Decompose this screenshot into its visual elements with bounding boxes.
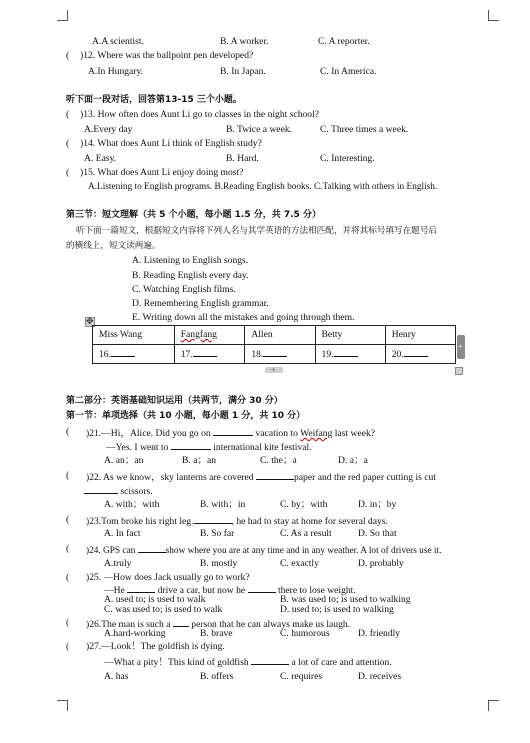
q27-option-a: A. has xyxy=(104,671,129,682)
q21-stem-part: last week? xyxy=(334,428,376,439)
q24-option-b: B. mostly xyxy=(200,558,238,569)
part2-heading: 第二部分：英语基础知识运用（共两节，满分 30 分） xyxy=(66,396,283,406)
answer-number: 20. xyxy=(391,349,404,360)
listen-heading: 听下面一段对话，回答第13-15 三个小题。 xyxy=(66,95,242,105)
q24-paren: ( xyxy=(66,543,70,554)
q22-option-c: C. by；with xyxy=(280,499,328,510)
q23-stem xyxy=(86,514,388,528)
q25-stem: )25. —How does Jack usually go to work? xyxy=(86,572,250,583)
answer-blank[interactable] xyxy=(193,347,217,357)
q27-blank[interactable] xyxy=(251,655,289,665)
q14-option-a: A. Easy. xyxy=(84,153,117,164)
q21-stem-part: vacation to xyxy=(255,428,298,439)
q12-paren: ( xyxy=(66,50,70,61)
q25-option-b: B. was used to; is used to walking xyxy=(280,594,411,605)
q12-stem: )12. Where was the ballpoint pen developed? xyxy=(80,50,254,61)
q24-option-a: A.truly xyxy=(104,558,132,569)
q22-blank-2[interactable] xyxy=(84,484,118,494)
q12-option-c: C. In America. xyxy=(320,66,377,77)
q14-stem: )14. What does Aunt Li think of English study? xyxy=(80,138,262,149)
q25-blank-2[interactable] xyxy=(248,583,276,593)
q13-paren: ( xyxy=(66,109,70,120)
answer-blank[interactable] xyxy=(111,347,135,357)
q26-option-a: A.hard-working xyxy=(104,628,166,639)
answer-cell-17[interactable] xyxy=(174,345,245,364)
q14-option-b: B. Hard. xyxy=(226,153,259,164)
q21-blank-2[interactable] xyxy=(171,440,211,450)
section3-instruction-line1: 听下面一篇短文，根据短文内容将下列人名与其学英语的方法相匹配，并将其标号填写在题号后 xyxy=(76,226,437,236)
q26-blank[interactable] xyxy=(173,617,189,627)
q27-option-b: B. offers xyxy=(200,671,234,682)
q21-stem xyxy=(86,426,375,440)
table-name-cell xyxy=(174,326,245,345)
add-column-icon: + xyxy=(458,342,463,351)
q23-stem-part: , he had to stay at home for several days. xyxy=(231,516,388,527)
corner-mark-top-right xyxy=(488,10,499,21)
q24-stem-part: )24. GPS can xyxy=(86,546,136,556)
q27-option-c: C. requires xyxy=(280,671,323,682)
q26-option-c: C. humorous xyxy=(280,628,330,639)
table-row xyxy=(93,345,456,364)
q26-option-b: B. brave xyxy=(200,628,233,639)
q11-option-c: C. A reporter. xyxy=(318,36,370,47)
q22-stem-part: paper and the red paper cutting is cut xyxy=(293,472,436,483)
q22-stem-part: )22. As we know，sky lanterns are covered xyxy=(86,472,254,483)
table-name-cell: Henry xyxy=(385,326,455,345)
q11-option-a: A.A scientist. xyxy=(92,36,144,47)
answer-blank[interactable] xyxy=(263,347,287,357)
q21-paren: ( xyxy=(66,426,70,437)
table-name-cell: Allen xyxy=(245,326,315,345)
q15-stem: )15. What does Aunt Li enjoy doing most? xyxy=(80,167,244,178)
answer-cell-20[interactable] xyxy=(385,345,455,364)
q25-paren: ( xyxy=(66,572,70,583)
q21-place-name: Weifang xyxy=(300,428,333,439)
q22-line2-part: scissors. xyxy=(120,486,153,497)
table-row xyxy=(93,326,456,345)
q21-option-d: D. a；a xyxy=(338,455,368,466)
q23-blank[interactable] xyxy=(194,514,232,524)
part2-sub-heading: 第一节：单项选择（共 10 小题，每小题 1 分，共 10 分） xyxy=(66,411,306,421)
q24-stem xyxy=(86,543,441,557)
q23-option-c: C. As a result xyxy=(280,528,332,539)
q27-line2-part: —What a pity！This kind of goldfish xyxy=(104,657,249,668)
q27-paren: ( xyxy=(66,641,70,652)
q23-option-b: B. So far xyxy=(200,528,235,539)
q21-line2-part: international kite festival. xyxy=(213,442,312,453)
q26-stem-part: person that he can always make us laugh. xyxy=(191,619,351,630)
q25-line2-part: —He xyxy=(104,585,125,596)
corner-mark-top-left xyxy=(57,10,68,21)
q13-stem: )13. How often does Aunt Li go to classes in the night school? xyxy=(80,109,320,120)
q27-stem: )27.—Look！The goldfish is dying. xyxy=(86,641,225,652)
q27-option-d: D. receives xyxy=(358,671,402,682)
q21-line2 xyxy=(106,440,312,454)
q22-option-a: A. with；with xyxy=(104,499,160,510)
q22-blank-1[interactable] xyxy=(256,470,294,480)
method-e: E. Writing down all the mistakes and going through them. xyxy=(132,312,355,323)
method-d: D. Remembering English grammar. xyxy=(132,298,269,309)
q15-options: A.Listening to English programs. B.Reading English books. C.Talking with others in English. xyxy=(88,182,438,192)
method-b: B. Reading English every day. xyxy=(132,270,249,281)
q21-blank-1[interactable] xyxy=(213,426,253,436)
corner-mark-bottom-right xyxy=(488,700,499,711)
answer-cell-19[interactable] xyxy=(315,345,385,364)
q26-stem-part: )26.The man is such a xyxy=(86,619,171,630)
q25-option-c: C. was used to; is used to walk xyxy=(104,604,223,615)
q13-option-b: B. Twice a week. xyxy=(226,124,293,135)
name-fangfang: Fangfang xyxy=(180,329,217,340)
answer-cell-18[interactable] xyxy=(245,345,315,364)
q21-option-b: B. a；an xyxy=(182,455,217,466)
matching-table xyxy=(92,325,456,364)
q25-line2-part: there to lose weight. xyxy=(277,585,356,596)
q12-option-b: B. In Japan. xyxy=(220,66,266,77)
q21-line2-part: —Yes. I went to xyxy=(106,442,169,453)
q24-blank[interactable] xyxy=(138,543,166,553)
q14-paren: ( xyxy=(66,138,70,149)
answer-cell-16[interactable] xyxy=(93,345,175,364)
q27-line2 xyxy=(104,655,392,669)
q21-option-c: C. the；a xyxy=(260,455,297,466)
q22-paren: ( xyxy=(66,470,70,481)
q24-option-c: C. exactly xyxy=(280,558,319,569)
q22-option-b: B. with；in xyxy=(200,499,246,510)
answer-number: 17. xyxy=(180,349,193,360)
q23-option-a: A. In fact xyxy=(104,528,141,539)
q14-option-c: C. Interesting. xyxy=(320,153,375,164)
q26-option-d: D. friendly xyxy=(358,628,401,639)
q21-option-a: A. an；an xyxy=(104,455,144,466)
q23-paren: ( xyxy=(66,514,70,525)
answer-number: 19. xyxy=(321,349,334,360)
add-row-icon: + xyxy=(271,365,276,374)
q21-stem-part: )21.—Hi，Alice. Did you go on xyxy=(86,428,211,439)
q22-stem xyxy=(86,470,436,484)
q24-option-d: D. probably xyxy=(358,558,404,569)
q25-option-d: D. used to; is used to walking xyxy=(280,604,394,615)
q15-paren: ( xyxy=(66,167,70,178)
q12-option-a: A.In Hungary. xyxy=(88,66,144,77)
q13-option-a: A.Every day xyxy=(84,124,133,135)
q25-line2-part: drive a car, but now he xyxy=(157,585,246,596)
answer-number: 16. xyxy=(99,349,111,360)
q26-paren: ( xyxy=(66,617,70,628)
corner-mark-bottom-left xyxy=(57,700,68,711)
q25-blank-1[interactable] xyxy=(127,583,155,593)
q23-option-d: D. So that xyxy=(358,528,397,539)
section3-heading: 第三节：短文理解（共 5 个小题，每小题 1.5 分，共 7.5 分） xyxy=(66,210,321,220)
move-cross-icon: ✥ xyxy=(86,316,94,326)
answer-number: 18. xyxy=(251,349,264,360)
answer-blank[interactable] xyxy=(404,347,428,357)
q13-option-c: C. Three times a week. xyxy=(320,124,409,135)
q25-option-a: A. used to; is used to walk xyxy=(104,594,206,605)
q23-stem-part: )23.Tom broke his right leg. xyxy=(86,516,194,527)
table-name-cell: Miss Wang xyxy=(93,326,175,345)
table-name-cell: Betty xyxy=(315,326,385,345)
table-resize-handle[interactable] xyxy=(455,367,463,375)
q27-line2-part: a lot of care and attention. xyxy=(291,657,392,668)
method-a: A. Listening to English songs. xyxy=(132,255,249,266)
q11-option-b: B. A worker. xyxy=(220,36,269,47)
section3-instruction-line2: 的横线上，短文读两遍。 xyxy=(66,241,161,251)
q22-line2 xyxy=(84,484,153,498)
q24-stem-part: show where you are at any time and in any weather. A lot of drivers use it. xyxy=(165,546,442,556)
answer-blank[interactable] xyxy=(334,347,358,357)
method-c: C. Watching English films. xyxy=(132,284,236,295)
q22-option-d: D. in；by xyxy=(358,499,397,510)
